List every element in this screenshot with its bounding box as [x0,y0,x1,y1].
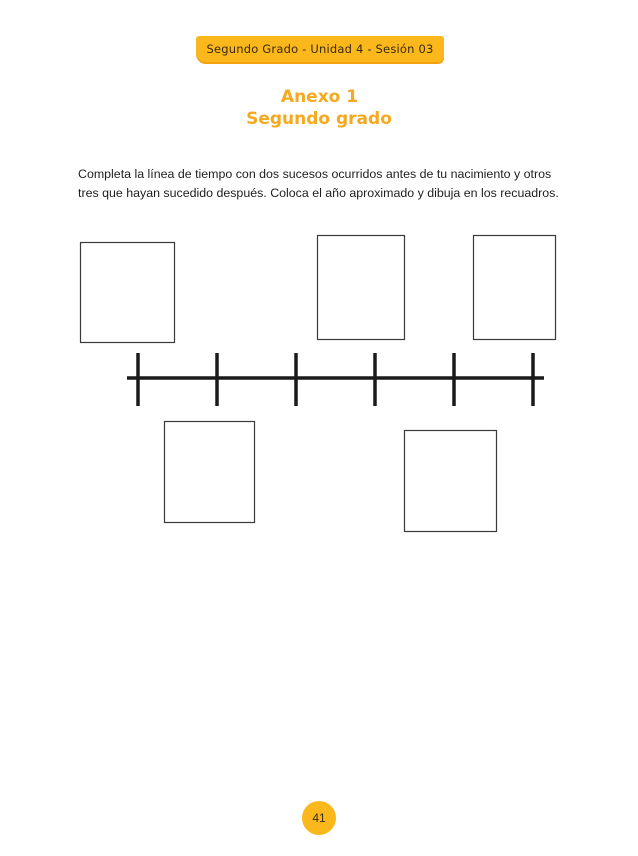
drawing-box-2[interactable] [165,422,255,523]
grade-subtitle: Segundo grado [246,109,392,129]
drawing-box-1[interactable] [81,243,175,343]
page-number: 41 [312,811,326,825]
annex-title: Anexo 1 [280,87,359,107]
drawing-box-3[interactable] [318,236,405,340]
header-banner-text: Segundo Grado - Unidad 4 - Sesión 03 [206,42,434,56]
drawing-box-4[interactable] [405,431,497,532]
page-number-badge [302,801,336,835]
drawing-box-5[interactable] [474,236,556,340]
instructions-text: Completa la línea de tiempo con dos sucesos ocurridos antes de tu nacimiento y otros tres que hayan sucedido después. Coloca el año aproximado y dibuja en los recuadros. [78,167,559,200]
